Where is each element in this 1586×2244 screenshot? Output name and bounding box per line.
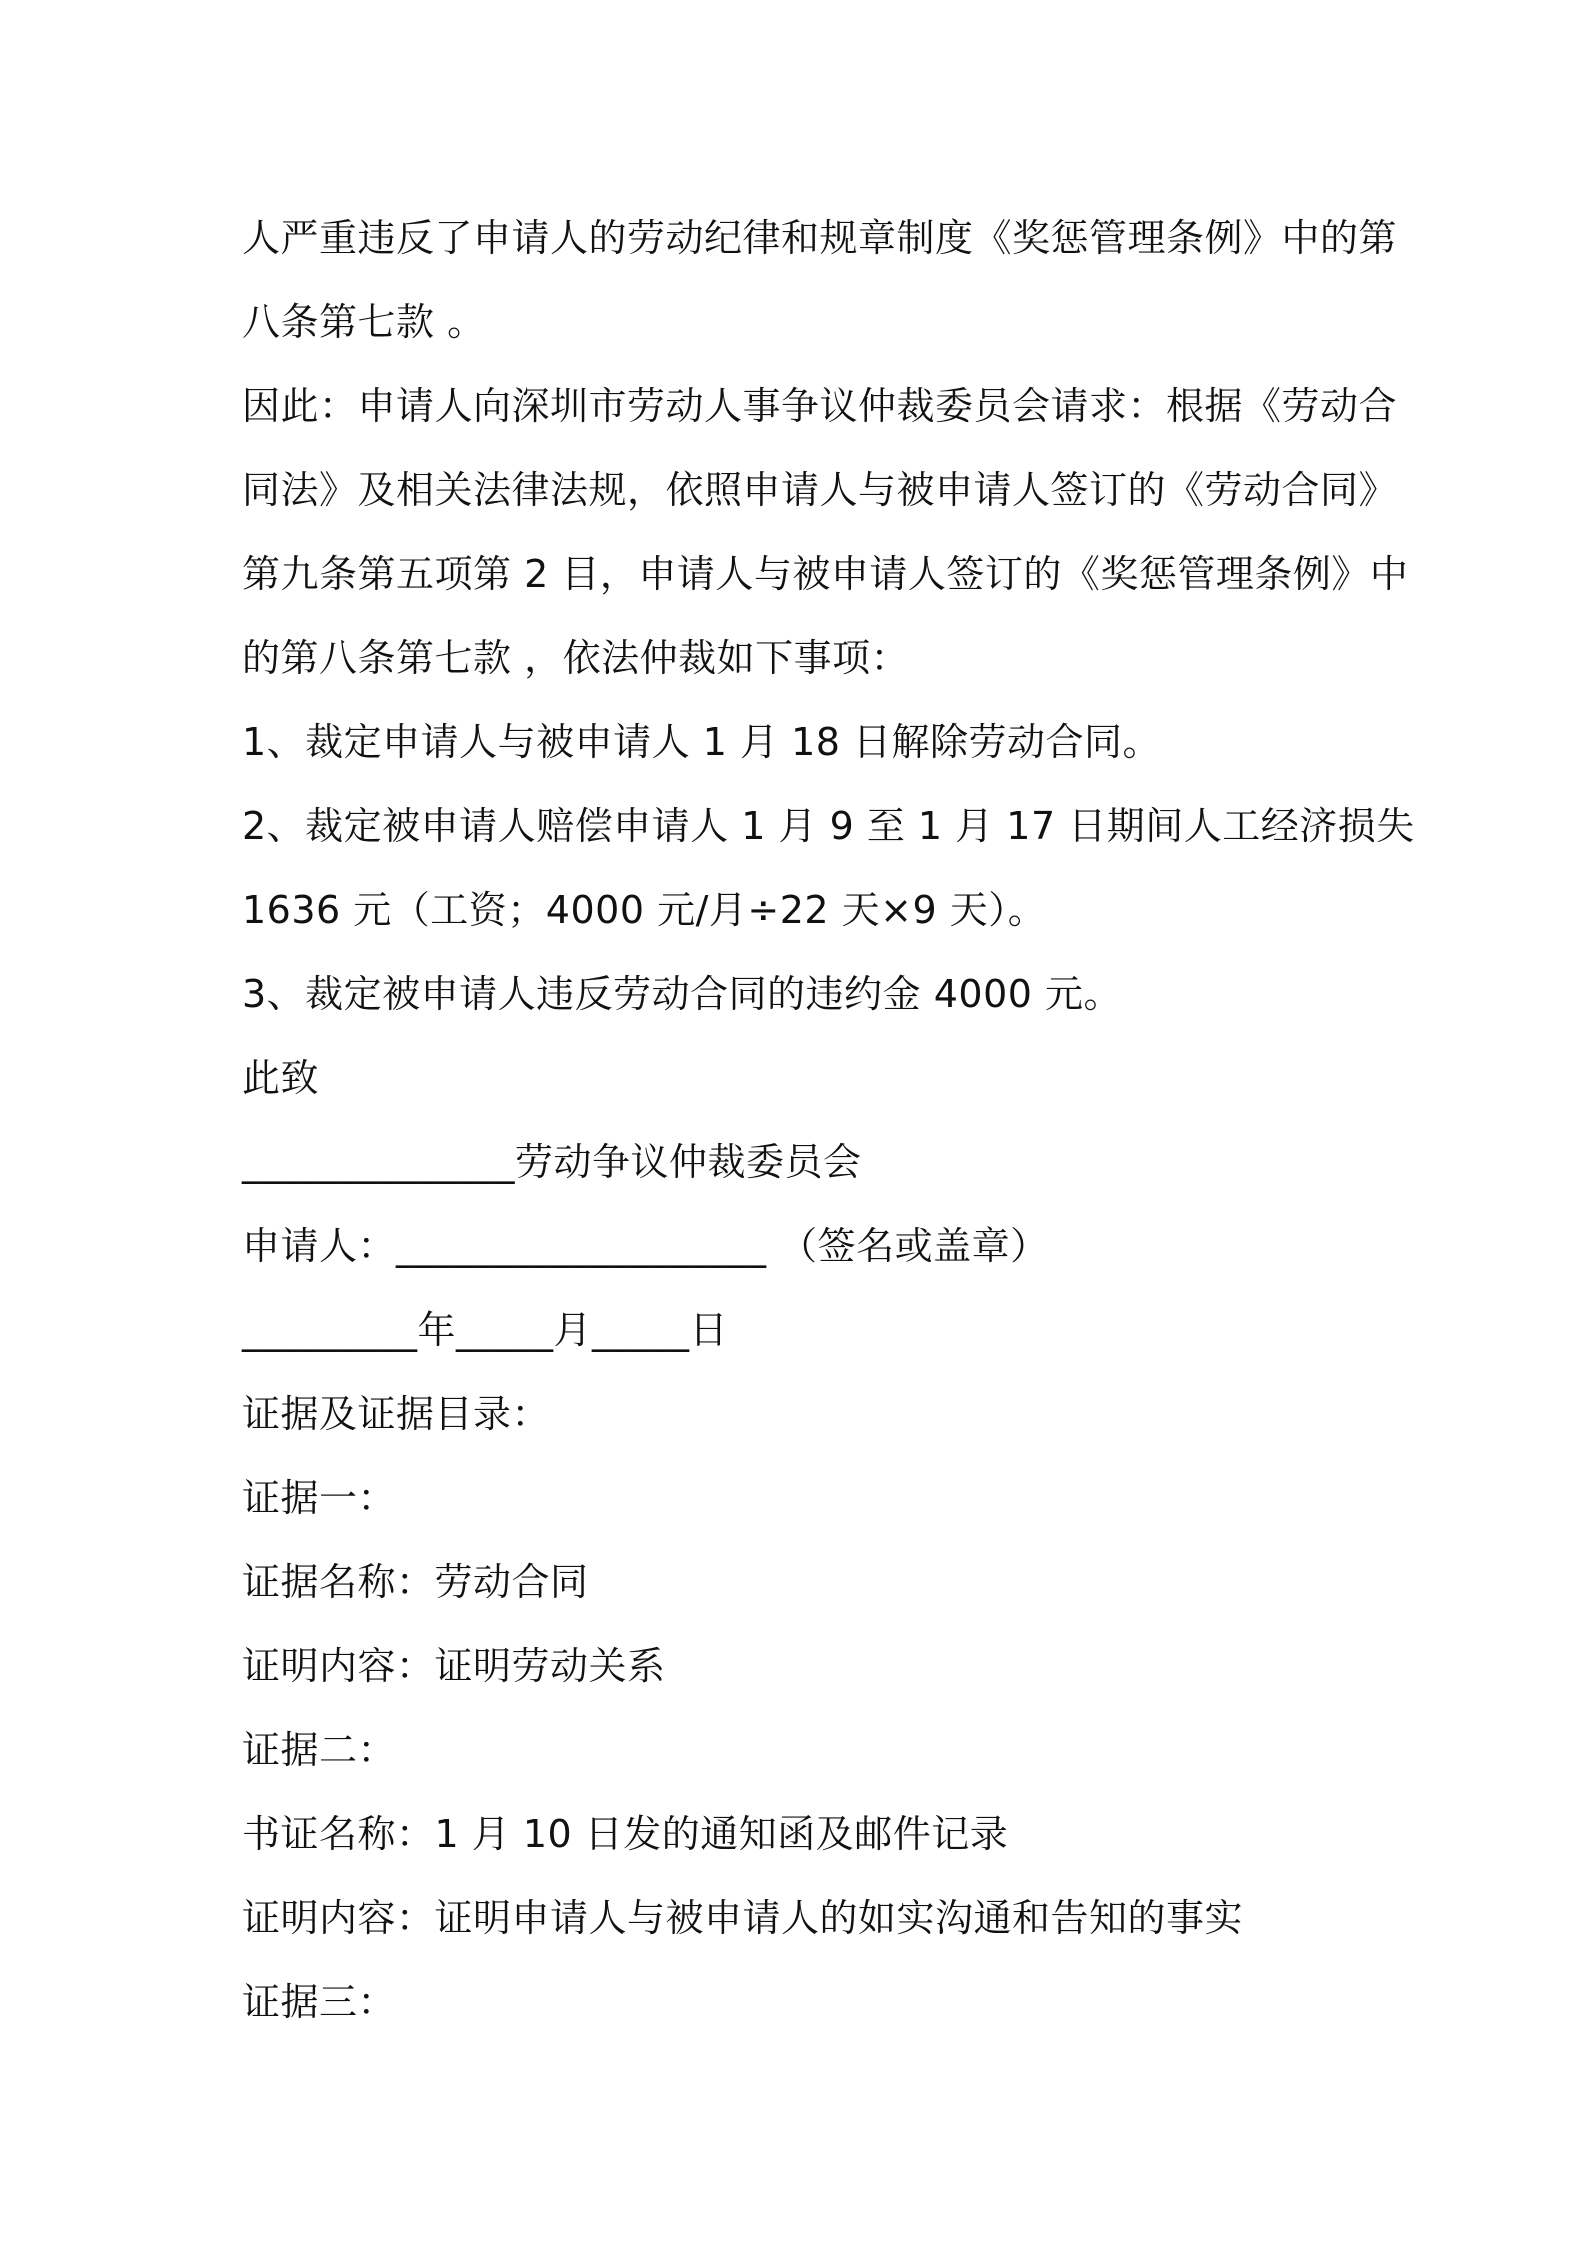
evidence-2-heading: 证据二：	[242, 1728, 397, 1772]
salutation: 此致	[242, 1056, 320, 1100]
evidence-3-heading: 证据三：	[242, 1980, 397, 2024]
text-line: 1636 元（工资；4000 元/月÷22 天×9 天）。	[242, 888, 1047, 932]
applicant-signature-line: 申请人：___________________ （签名或盖章）	[242, 1224, 1049, 1268]
evidence-1-name: 证据名称：劳动合同	[242, 1560, 589, 1604]
document-page	[242, 196, 1415, 2044]
text-line: 人严重违反了申请人的劳动纪律和规章制度《奖惩管理条例》中的第	[242, 216, 1398, 260]
claim-item-1: 1、裁定申请人与被申请人 1 月 18 日解除劳动合同。	[242, 720, 1162, 764]
text-line: 的第八条第七款 ，依法仲裁如下事项：	[242, 636, 910, 680]
evidence-1-heading: 证据一：	[242, 1476, 397, 1520]
evidence-1-content: 证明内容：证明劳动关系	[242, 1644, 666, 1688]
claim-item-2: 2、裁定被申请人赔偿申请人 1 月 9 至 1 月 17 日期间人工经济损失	[242, 804, 1415, 848]
evidence-2-content: 证明内容：证明申请人与被申请人的如实沟通和告知的事实	[242, 1896, 1244, 1940]
recipient-line: ______________劳动争议仲裁委员会	[242, 1140, 862, 1184]
claim-item-3: 3、裁定被申请人违反劳动合同的违约金 4000 元。	[242, 972, 1123, 1016]
text-line: 第九条第五项第 2 目，申请人与被申请人签订的《奖惩管理条例》中	[242, 552, 1409, 596]
evidence-list-heading: 证据及证据目录：	[242, 1392, 551, 1436]
text-line: 因此：申请人向深圳市劳动人事争议仲裁委员会请求：根据《劳动合	[242, 384, 1398, 428]
date-line: _________年_____月_____日	[242, 1308, 729, 1352]
evidence-2-name: 书证名称：1 月 10 日发的通知函及邮件记录	[242, 1812, 1009, 1856]
text-line: 八条第七款 。	[242, 300, 486, 344]
text-line: 同法》及相关法律法规，依照申请人与被申请人签订的《劳动合同》	[242, 468, 1398, 512]
